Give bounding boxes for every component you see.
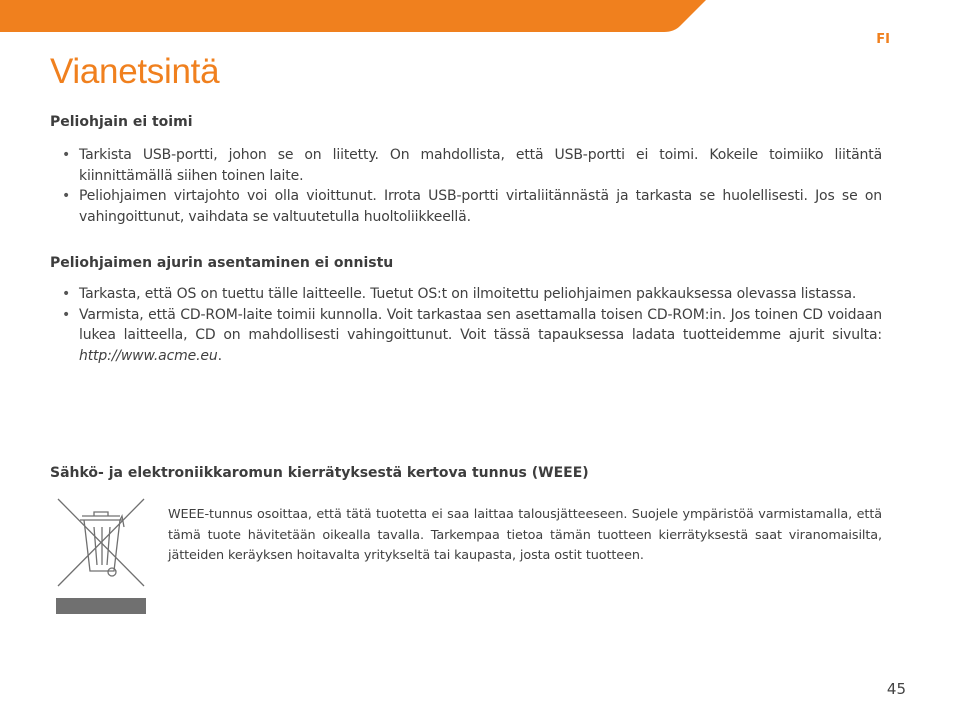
list-item-suffix: . <box>217 347 222 364</box>
driver-download-link[interactable]: http://www.acme.eu <box>79 347 218 364</box>
list-item: • Tarkasta, että OS on tuettu tälle laitteelle. Tuetut OS:t on ilmoitettu peliohjaimen pakkauksessa olevassa listassa. <box>62 284 882 305</box>
list-item <box>62 305 882 367</box>
list-item: • Peliohjaimen virtajohto voi olla vioittunut. Irrota USB-portti virtaliitännästä ja tarkasta se huolellisesti. Jos se on vahingoittunut, vaihdata se valtuutetulla huoltoliikkeellä. <box>62 186 882 227</box>
bullet-list-driver <box>62 284 882 366</box>
list-item: • Tarkista USB-portti, johon se on liitetty. On mahdollista, että USB-portti ei toimi. Kokeile toimiiko liitäntä kiinnittämällä siihen toinen laite. <box>62 145 882 186</box>
weee-heading: Sähkö- ja elektroniikkaromun kierrätyksestä kertova tunnus (WEEE) <box>50 465 589 481</box>
crossed-out-wheelie-bin-icon <box>56 497 146 614</box>
bullet-list-controller <box>62 145 882 227</box>
page-title: Vianetsintä <box>50 52 220 91</box>
list-item-text: Varmista, että CD-ROM-laite toimii kunnolla. Voit tarkastaa sen asettamalla toisen CD-ROM:in. Jos toinen CD voidaan lukea laitteella, CD on mahdollisesti vahingoittunut. Voit tässä tapauksessa ladata tuotteidemme ajurit sivulta: <box>79 306 882 343</box>
page-number: 45 <box>886 680 906 698</box>
section-heading-driver: Peliohjaimen ajurin asentaminen ei onnistu <box>50 255 394 271</box>
header-band <box>0 0 954 32</box>
section-heading-controller: Peliohjain ei toimi <box>50 114 193 130</box>
weee-description: WEEE-tunnus osoittaa, että tätä tuotetta ei saa laittaa talousjätteeseen. Suojele ympäristöä varmistamalla, että tämä tuote hävitetään oikealla tavalla. Tarkempaa tietoa tämän tuotteen kierrätyksestä saat viranomaisilta, jätteiden keräyksen hoitavalta yritykseltä tai kaupasta, josta ostit tuotteen. <box>168 507 882 563</box>
language-tag: FI <box>876 32 890 47</box>
